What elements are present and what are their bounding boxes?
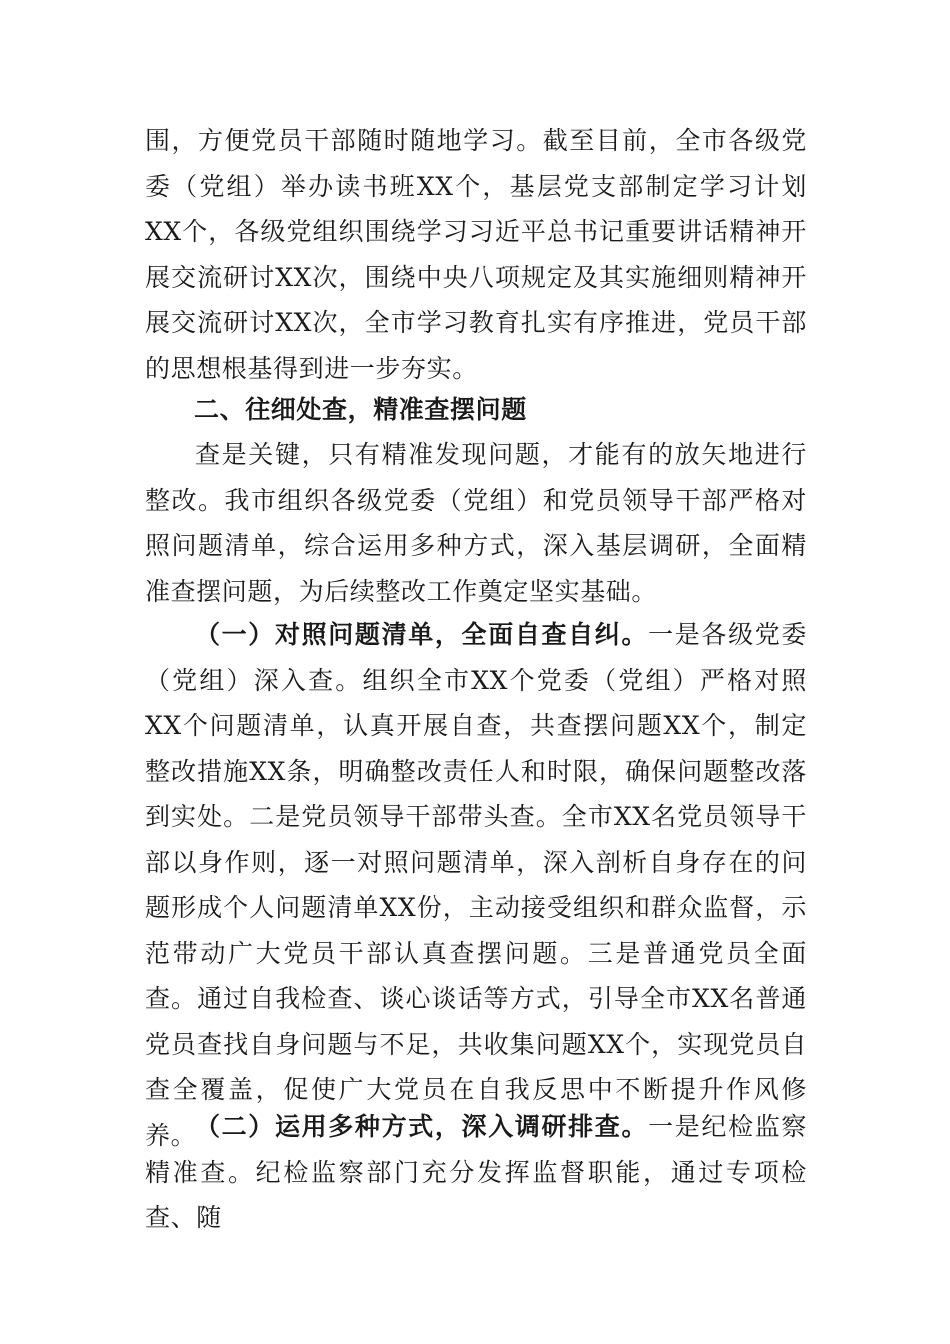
paragraph-3 <box>145 612 807 1158</box>
paragraph-2 <box>145 432 807 614</box>
subsection-title-1: （一）对照问题清单，全面自查自纠。 <box>195 620 649 649</box>
paragraph-2-text: 查是关键，只有精准发现问题，才能有的放矢地进行整改。我市组织各级党委（党组）和党员领导干部严格对照问题清单，综合运用多种方式，深入基层调研，全面精准查摆问题，为后续整改工作奠定坚实基础。 <box>145 440 807 606</box>
subsection-title-2: （二）运用多种方式，深入调研排查。 <box>195 1112 649 1141</box>
paragraph-3-text <box>145 612 807 1158</box>
paragraph-4 <box>145 1104 807 1241</box>
paragraph-4-text <box>145 1104 807 1241</box>
section-heading-2: 二、往细处查，精准查摆问题 <box>194 395 527 424</box>
subsection-body-1: 一是各级党委（党组）深入查。组织全市XX个党委（党组）严格对照XX个问题清单，认真开展自查，共查摆问题XX个，制定整改措施XX条，明确整改责任人和时限，确保问题整改落到实处。二是党员领导干部带头查。全市XX名党员领导干部以身作则，逐一对照问题清单，深入剖析自身存在的问题形成个人问题清单XX份，主动接受组织和群众监督，示范带动广大党员干部认真查摆问题。三是普通党员全面查。通过自我检查、谈心谈话等方式，引导全市XX名普通党员查找自身问题与不足，共收集问题XX个，实现党员自查全覆盖，促使广大党员在自我反思中不断提升作风修养。 <box>145 620 807 1150</box>
paragraph-1-text: 围，方便党员干部随时随地学习。截至目前，全市各级党委（党组）举办读书班XX个，基层党支部制定学习计划XX个，各级党组织围绕学习习近平总书记重要讲话精神开展交流研讨XX次，围绕中央八项规定及其实施细则精神开展交流研讨XX次，全市学习教育扎实有序推进，党员干部的思想根基得到进一步夯实。 <box>145 126 807 383</box>
paragraph-1 <box>145 118 807 391</box>
subsection-body-2: 一是纪检监察精准查。纪检监察部门充分发挥监督职能，通过专项检查、随 <box>145 1112 807 1232</box>
